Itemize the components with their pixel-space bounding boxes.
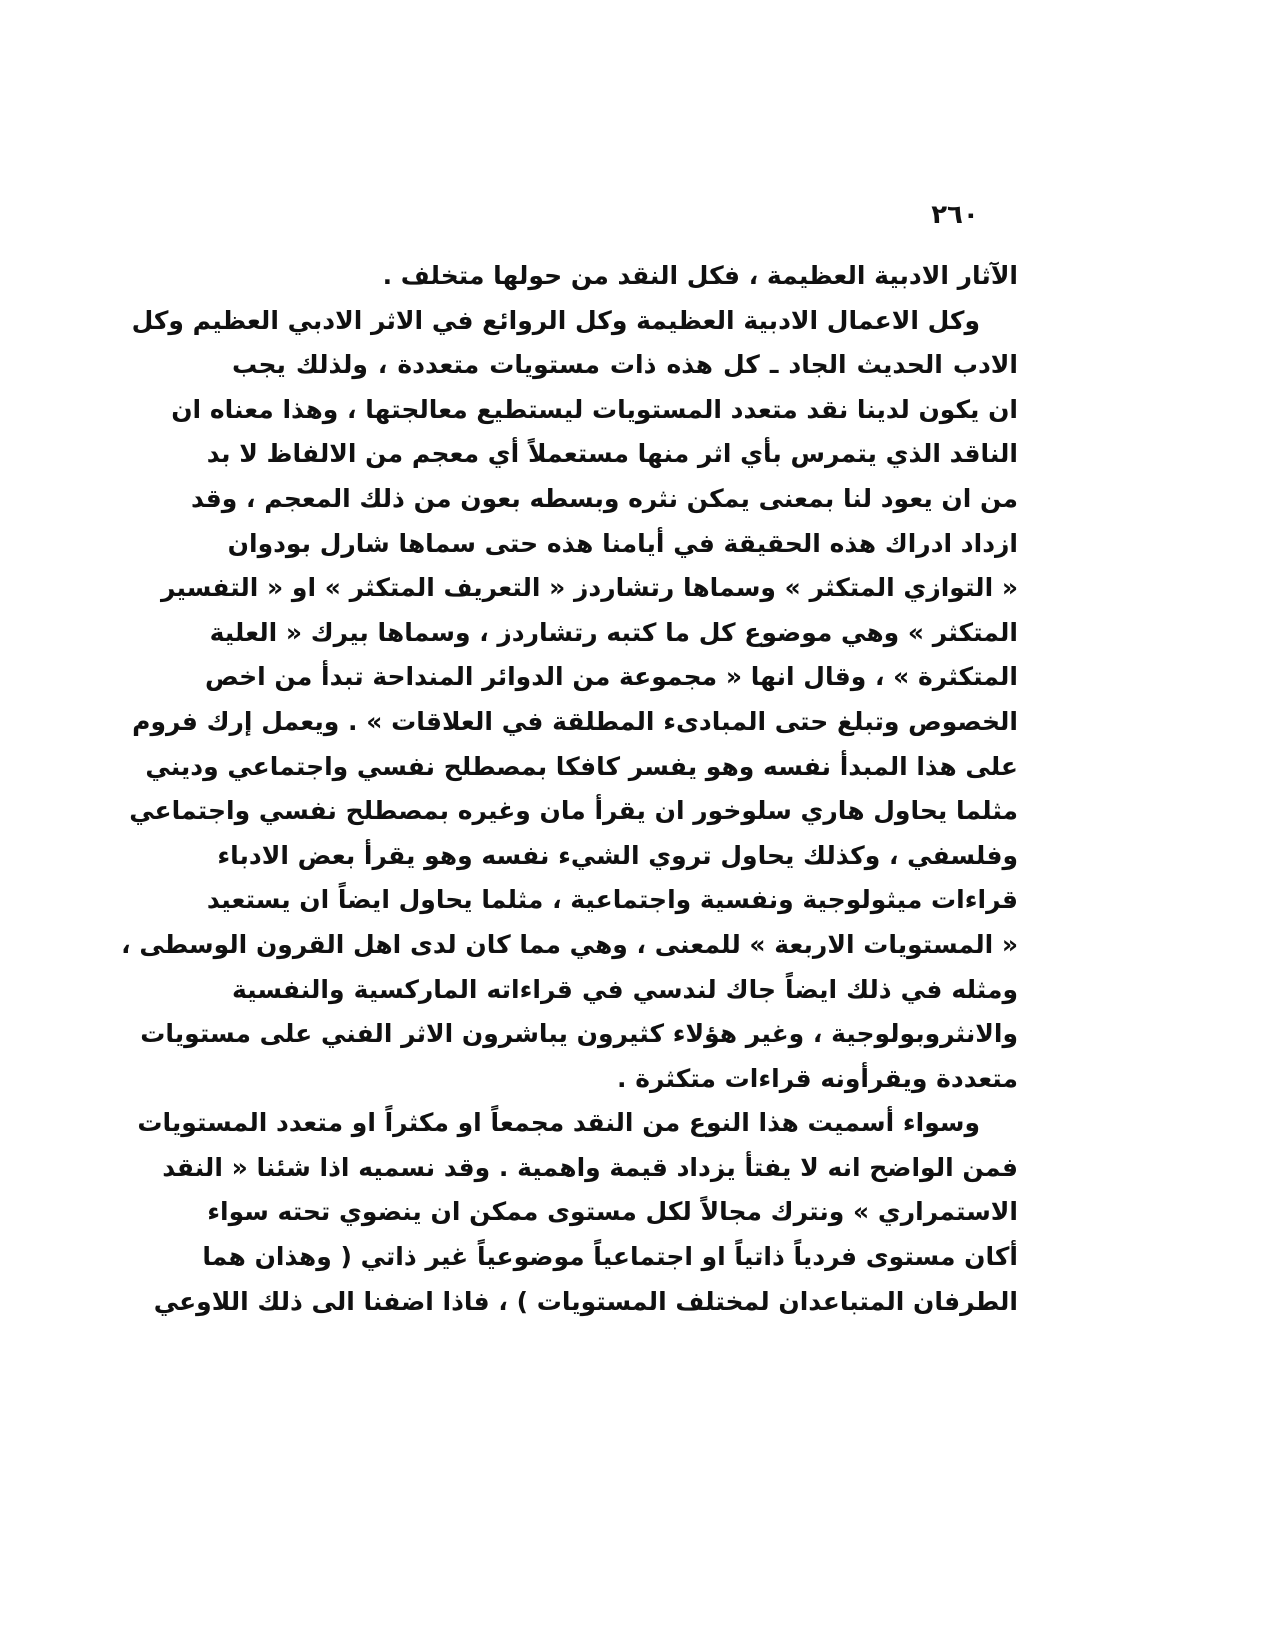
text-line: « التوازي المتكثر » وسماها رتشاردز « التعريف المتكثر » او « التفسير [161,573,1018,603]
text-line: المتكثرة » ، وقال انها « مجموعة من الدوائر المنداحة تبدأ من اخص [204,662,1018,692]
text-line: الآثار الادبية العظيمة ، فكل النقد من حولها متخلف . [382,261,1018,290]
text-line: وكل الاعمال الادبية العظيمة وكل الروائع في الاثر الادبي العظيم وكل [131,305,980,335]
text-line: مثلما يحاول هاري سلوخور ان يقرأ مان وغيره بمصطلح نفسي واجتماعي [129,796,1018,826]
text-line: الطرفان المتباعدان لمختلف المستويات ) ، فاذا اضفنا الى ذلك اللاوعي [153,1286,1018,1316]
text-line: ان يكون لدينا نقد متعدد المستويات ليستطيع معالجتها ، وهذا معناه ان [171,394,1018,424]
text-line: من ان يعود لنا بمعنى يمكن نثره وبسطه بعون من ذلك المعجم ، وقد [190,483,1018,513]
text-line: والانثروبولوجية ، وغير هؤلاء كثيرون يباشرون الاثر الفني على مستويات [140,1019,1018,1049]
text-line: أكان مستوى فردياً ذاتياً او اجتماعياً موضوعياً غير ذاتي ( وهذان هما [202,1242,1018,1272]
page-number: ٢٦٠ [931,200,979,230]
text-line: قراءات ميثولوجية ونفسية واجتماعية ، مثلما يحاول ايضاً ان يستعيد [206,885,1018,915]
text-line: وفلسفي ، وكذلك يحاول تروي الشيء نفسه وهو يقرأ بعض الادباء [217,840,1018,870]
text-line: فمن الواضح انه لا يفتأ يزداد قيمة واهمية . وقد نسميه اذا شئنا « النقد [162,1152,1018,1182]
text-line: وسواء أسميت هذا النوع من النقد مجمعاً او مكثراً او متعدد المستويات [137,1108,980,1138]
text-line: الاستمراري » ونترك مجالاً لكل مستوى ممكن ان ينضوي تحته سواء [207,1197,1018,1227]
text-line: متعددة ويقرأونه قراءات متكثرة . [617,1063,1018,1093]
text-line: على هذا المبدأ نفسه وهو يفسر كافكا بمصطلح نفسي واجتماعي وديني [145,751,1018,781]
text-line: الناقد الذي يتمرس بأي اثر منها مستعملاً أي معجم من الالفاظ لا بد [206,439,1018,469]
text-line: الخصوص وتبلغ حتى المبادىء المطلقة في العلاقات » . ويعمل إرك فروم [132,706,1018,736]
text-line: المتكثر » وهي موضوع كل ما كتبه رتشاردز ، وسماها بيرك « العلية [209,617,1018,647]
text-line: « المستويات الاربعة » للمعنى ، وهي مما كان لدى اهل القرون الوسطى ، [121,929,1018,959]
body-text [121,254,1018,1324]
text-line: الادب الحديث الجاد ـ كل هذه ذات مستويات متعددة ، ولذلك يجب [232,350,1018,380]
text-line: ازداد ادراك هذه الحقيقة في أيامنا هذه حتى سماها شارل بودوان [227,528,1018,558]
text-line: ومثله في ذلك ايضاً جاك لندسي في قراءاته الماركسية والنفسية [232,974,1018,1004]
